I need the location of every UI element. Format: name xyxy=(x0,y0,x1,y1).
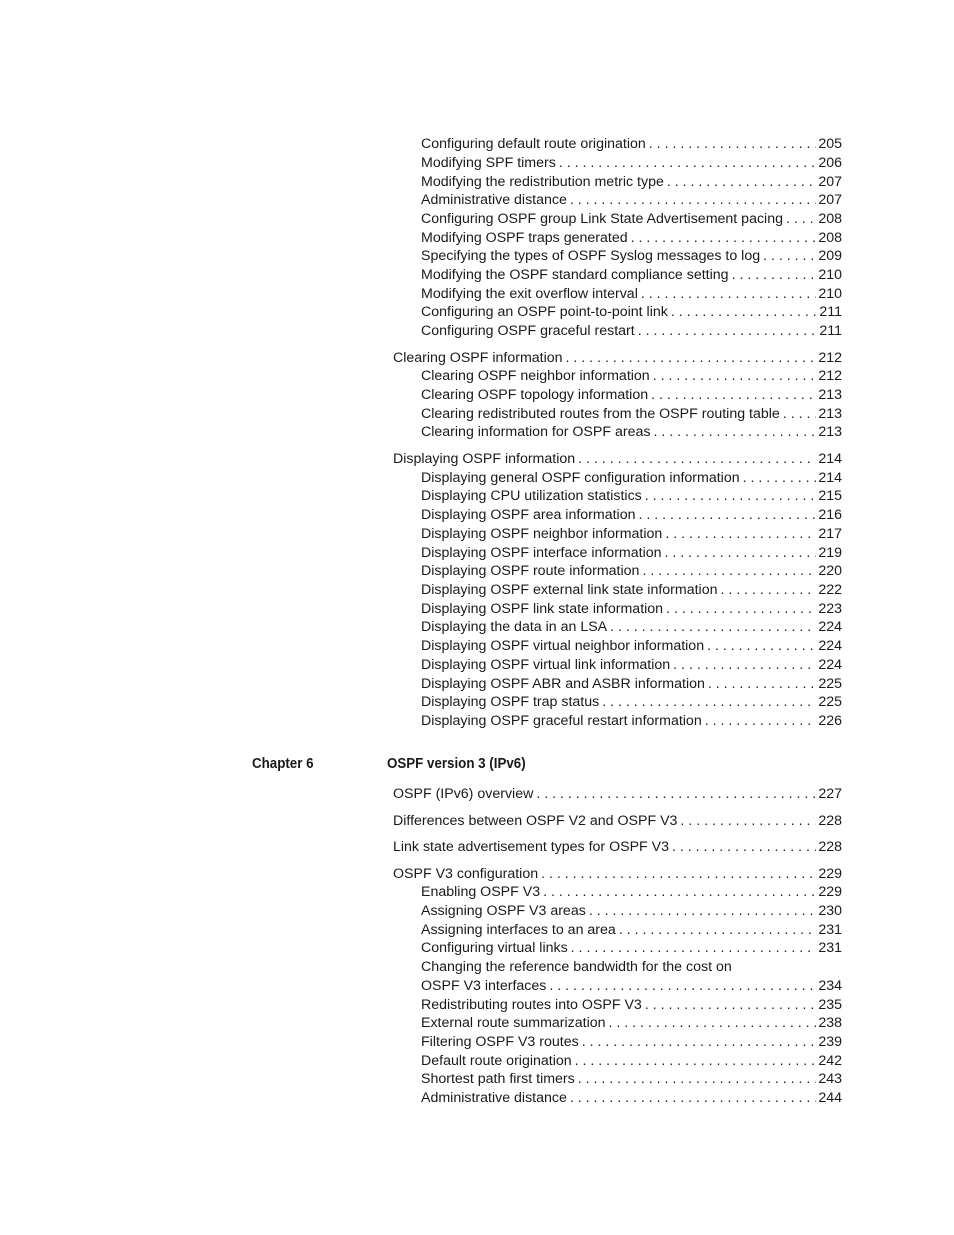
toc-entry-title: Displaying the data in an LSA xyxy=(421,619,608,635)
toc-dot-leader xyxy=(638,506,816,524)
toc-entry-title: Clearing OSPF neighbor information xyxy=(421,368,650,384)
toc-page-number: 216 xyxy=(818,507,842,523)
toc-page-number: 242 xyxy=(818,1053,842,1069)
toc-page-number: 229 xyxy=(818,866,842,882)
toc-entry-title: Assigning OSPF V3 areas xyxy=(421,903,586,919)
toc-page-number: 211 xyxy=(819,304,842,320)
toc-dot-leader xyxy=(582,1033,817,1051)
toc-entry-title: Modifying the OSPF standard compliance setting xyxy=(421,267,729,283)
toc-page-number: 207 xyxy=(818,174,842,190)
toc-entry[interactable] xyxy=(421,173,842,191)
toc-dot-leader xyxy=(653,367,817,385)
toc-entry[interactable] xyxy=(421,637,842,655)
toc-page-number: 207 xyxy=(818,192,842,208)
toc-entry-title: Administrative distance xyxy=(421,1090,567,1106)
toc-entry[interactable] xyxy=(393,785,842,803)
toc-entry-title: Displaying OSPF interface information xyxy=(421,545,662,561)
toc-entry-title: Clearing redistributed routes from the OSPF routing table xyxy=(421,406,780,422)
toc-entry-title: Redistributing routes into OSPF V3 xyxy=(421,997,642,1013)
toc-dot-leader xyxy=(575,1052,817,1070)
toc-entry[interactable] xyxy=(421,525,842,543)
toc-page-number: 210 xyxy=(818,286,842,302)
toc-page-number: 211 xyxy=(819,323,842,339)
toc-page-number: 208 xyxy=(818,230,842,246)
toc-entry[interactable] xyxy=(421,883,842,901)
toc-dot-leader xyxy=(665,544,817,562)
toc-page-number: 227 xyxy=(818,786,842,802)
toc-page-number: 243 xyxy=(818,1071,842,1087)
toc-entry-title: Clearing OSPF information xyxy=(393,350,563,366)
toc-dot-leader xyxy=(570,191,816,209)
toc-dot-leader xyxy=(570,1089,816,1107)
toc-dot-leader xyxy=(707,637,816,655)
toc-page-number: 239 xyxy=(818,1034,842,1050)
toc-entry[interactable] xyxy=(421,303,842,321)
toc-dot-leader xyxy=(783,405,817,423)
toc-page-number: 214 xyxy=(818,470,842,486)
toc-entry-title: Displaying OSPF virtual link information xyxy=(421,657,671,673)
toc-page-number: 224 xyxy=(818,657,842,673)
toc-entry-title: Displaying CPU utilization statistics xyxy=(421,488,642,504)
toc-page-number: 230 xyxy=(818,903,842,919)
toc-entry-title: Assigning interfaces to an area xyxy=(421,922,616,938)
toc-entry[interactable] xyxy=(421,487,842,505)
toc-dot-leader xyxy=(559,154,817,172)
toc-dot-leader xyxy=(602,693,816,711)
toc-entry[interactable] xyxy=(421,1052,842,1070)
toc-entry[interactable] xyxy=(421,506,842,524)
toc-page-number: 213 xyxy=(818,387,842,403)
toc-page-number: 213 xyxy=(818,406,842,422)
toc-entry-title: Default route origination xyxy=(421,1053,572,1069)
toc-entry[interactable] xyxy=(421,712,842,730)
toc-dot-leader xyxy=(578,450,816,468)
toc-entry-title: Configuring OSPF group Link State Advertisement pacing xyxy=(421,211,783,227)
toc-dot-leader xyxy=(743,469,817,487)
toc-dot-leader xyxy=(680,812,816,830)
toc-page-number: 210 xyxy=(818,267,842,283)
toc-entry[interactable] xyxy=(421,693,842,711)
toc-entry-title: Displaying OSPF graceful restart information xyxy=(421,713,702,729)
toc-page-number: 231 xyxy=(818,940,842,956)
toc-entry-title: Configuring default route origination xyxy=(421,136,646,152)
toc-page-number: 244 xyxy=(818,1090,842,1106)
toc-page-number: 212 xyxy=(818,368,842,384)
toc-entry[interactable] xyxy=(421,1089,842,1107)
toc-dot-leader xyxy=(665,525,816,543)
toc-page-number: 224 xyxy=(818,638,842,654)
toc-entry[interactable] xyxy=(421,210,842,228)
toc-entry-title: Displaying OSPF external link state information xyxy=(421,582,718,598)
toc-entry-title: OSPF V3 interfaces xyxy=(421,978,547,994)
toc-dot-leader xyxy=(578,1070,817,1088)
toc-dot-leader xyxy=(642,562,816,580)
toc-page-number: 208 xyxy=(818,211,842,227)
toc-page-number: 209 xyxy=(818,248,842,264)
toc-entry[interactable] xyxy=(421,996,842,1014)
toc-entry[interactable] xyxy=(421,154,842,172)
toc-dot-leader xyxy=(541,865,816,883)
toc-page-number: 225 xyxy=(818,676,842,692)
toc-entry-title: Configuring OSPF graceful restart xyxy=(421,323,635,339)
toc-dot-leader xyxy=(638,322,818,340)
toc-entry-title: Displaying OSPF virtual neighbor information xyxy=(421,638,705,654)
chapter-title: OSPF version 3 (IPv6) xyxy=(387,756,526,772)
toc-dot-leader xyxy=(705,712,817,730)
toc-entry-title: Displaying OSPF neighbor information xyxy=(421,526,663,542)
toc-dot-leader xyxy=(571,939,817,957)
toc-entry-title: Administrative distance xyxy=(421,192,567,208)
toc-entry[interactable] xyxy=(393,349,842,367)
chapter-label: Chapter 6 xyxy=(252,756,314,772)
toc-entry[interactable] xyxy=(421,656,842,674)
toc-dot-leader xyxy=(566,349,817,367)
toc-page-number: 213 xyxy=(818,424,842,440)
toc-entry-title: Clearing information for OSPF areas xyxy=(421,424,651,440)
toc-entry-title: Changing the reference bandwidth for the cost on xyxy=(421,959,732,975)
toc-entry[interactable] xyxy=(421,544,842,562)
toc-entry[interactable] xyxy=(421,386,842,404)
toc-dot-leader xyxy=(609,1014,817,1032)
toc-dot-leader xyxy=(649,135,817,153)
toc-dot-leader xyxy=(732,266,817,284)
toc-entry[interactable] xyxy=(421,1033,842,1051)
toc-dot-leader xyxy=(610,618,816,636)
toc-entry[interactable] xyxy=(421,958,842,976)
toc-entry-title: OSPF (IPv6) overview xyxy=(393,786,534,802)
toc-page-number: 214 xyxy=(818,451,842,467)
toc-entry[interactable] xyxy=(421,1070,842,1088)
toc-entry[interactable] xyxy=(393,450,842,468)
toc-dot-leader xyxy=(671,303,818,321)
toc-dot-leader xyxy=(651,386,816,404)
toc-page-number: 217 xyxy=(818,526,842,542)
toc-dot-leader xyxy=(631,229,817,247)
toc-entry-title: Configuring an OSPF point-to-point link xyxy=(421,304,668,320)
toc-dot-leader xyxy=(721,581,817,599)
toc-page-number: 234 xyxy=(818,978,842,994)
toc-entry[interactable] xyxy=(421,921,842,939)
toc-page-number: 235 xyxy=(818,997,842,1013)
toc-entry-title: Differences between OSPF V2 and OSPF V3 xyxy=(393,813,678,829)
toc-dot-leader xyxy=(708,675,816,693)
toc-dot-leader xyxy=(786,210,816,228)
toc-entry-title: Clearing OSPF topology information xyxy=(421,387,649,403)
toc-entry[interactable] xyxy=(393,865,842,883)
toc-entry[interactable] xyxy=(421,285,842,303)
toc-entry-title: Specifying the types of OSPF Syslog messages to log xyxy=(421,248,761,264)
toc-page-number: 223 xyxy=(818,601,842,617)
toc-entry-title: Displaying OSPF area information xyxy=(421,507,636,523)
toc-entry-title: Configuring virtual links xyxy=(421,940,568,956)
toc-entry[interactable] xyxy=(421,675,842,693)
toc-entry[interactable] xyxy=(393,838,842,856)
toc-page-number: 224 xyxy=(818,619,842,635)
toc-entry[interactable] xyxy=(421,423,842,441)
toc-entry-title: Displaying OSPF route information xyxy=(421,563,640,579)
toc-entry[interactable] xyxy=(421,405,842,423)
toc-entry[interactable] xyxy=(421,247,842,265)
toc-entry-title: Modifying the exit overflow interval xyxy=(421,286,638,302)
toc-dot-leader xyxy=(549,977,816,995)
toc-entry-title: Modifying the redistribution metric type xyxy=(421,174,664,190)
toc-entry-title: Modifying SPF timers xyxy=(421,155,556,171)
toc-dot-leader xyxy=(536,785,816,803)
toc-entry-title: Displaying OSPF link state information xyxy=(421,601,664,617)
toc-dot-leader xyxy=(645,487,817,505)
toc-entry-title: External route summarization xyxy=(421,1015,606,1031)
toc-entry-title: Displaying OSPF ABR and ASBR information xyxy=(421,676,705,692)
toc-page-number: 212 xyxy=(818,350,842,366)
toc-entry[interactable] xyxy=(421,367,842,385)
toc-dot-leader xyxy=(645,996,817,1014)
toc-dot-leader xyxy=(667,173,816,191)
toc-dot-leader xyxy=(763,247,816,265)
toc-entry[interactable] xyxy=(421,469,842,487)
toc-entry[interactable] xyxy=(421,902,842,920)
toc-entry[interactable] xyxy=(421,191,842,209)
toc-page-number: 220 xyxy=(818,563,842,579)
toc-page-number: 205 xyxy=(818,136,842,152)
toc-entry-title: Displaying OSPF trap status xyxy=(421,694,600,710)
toc-entry[interactable] xyxy=(421,135,842,153)
toc-entry[interactable] xyxy=(421,600,842,618)
toc-entry[interactable] xyxy=(421,562,842,580)
toc-entry[interactable] xyxy=(421,322,842,340)
toc-dot-leader xyxy=(666,600,816,618)
toc-dot-leader xyxy=(673,656,816,674)
toc-dot-leader xyxy=(619,921,817,939)
toc-page-number: 219 xyxy=(818,545,842,561)
toc-dot-leader xyxy=(672,838,816,856)
toc-entry[interactable] xyxy=(393,812,842,830)
toc-entry-title: Link state advertisement types for OSPF V3 xyxy=(393,839,669,855)
toc-page-number: 238 xyxy=(818,1015,842,1031)
toc-entry-title: OSPF V3 configuration xyxy=(393,866,539,882)
toc-page-number: 206 xyxy=(818,155,842,171)
toc-page-number: 222 xyxy=(818,582,842,598)
toc-entry[interactable] xyxy=(421,939,842,957)
toc-page-number: 228 xyxy=(818,839,842,855)
toc-entry[interactable] xyxy=(421,977,842,995)
toc-dot-leader xyxy=(543,883,816,901)
toc-dot-leader xyxy=(641,285,816,303)
toc-entry[interactable] xyxy=(421,1014,842,1032)
toc-entry[interactable] xyxy=(421,266,842,284)
toc-dot-leader xyxy=(589,902,817,920)
toc-page-number: 231 xyxy=(818,922,842,938)
toc-page-number: 228 xyxy=(818,813,842,829)
toc-entry[interactable] xyxy=(421,581,842,599)
toc-entry-title: Displaying general OSPF configuration information xyxy=(421,470,740,486)
toc-entry-title: Shortest path first timers xyxy=(421,1071,575,1087)
toc-entry-title: Modifying OSPF traps generated xyxy=(421,230,628,246)
toc-entry[interactable] xyxy=(421,229,842,247)
toc-page-number: 229 xyxy=(818,884,842,900)
toc-entry-title: Displaying OSPF information xyxy=(393,451,576,467)
toc-entry[interactable] xyxy=(421,618,842,636)
toc-entry-title: Filtering OSPF V3 routes xyxy=(421,1034,579,1050)
toc-page-number: 225 xyxy=(818,694,842,710)
toc-dot-leader xyxy=(653,423,816,441)
toc-page-number: 215 xyxy=(818,488,842,504)
toc-entry-title: Enabling OSPF V3 xyxy=(421,884,541,900)
toc-page-number: 226 xyxy=(818,713,842,729)
